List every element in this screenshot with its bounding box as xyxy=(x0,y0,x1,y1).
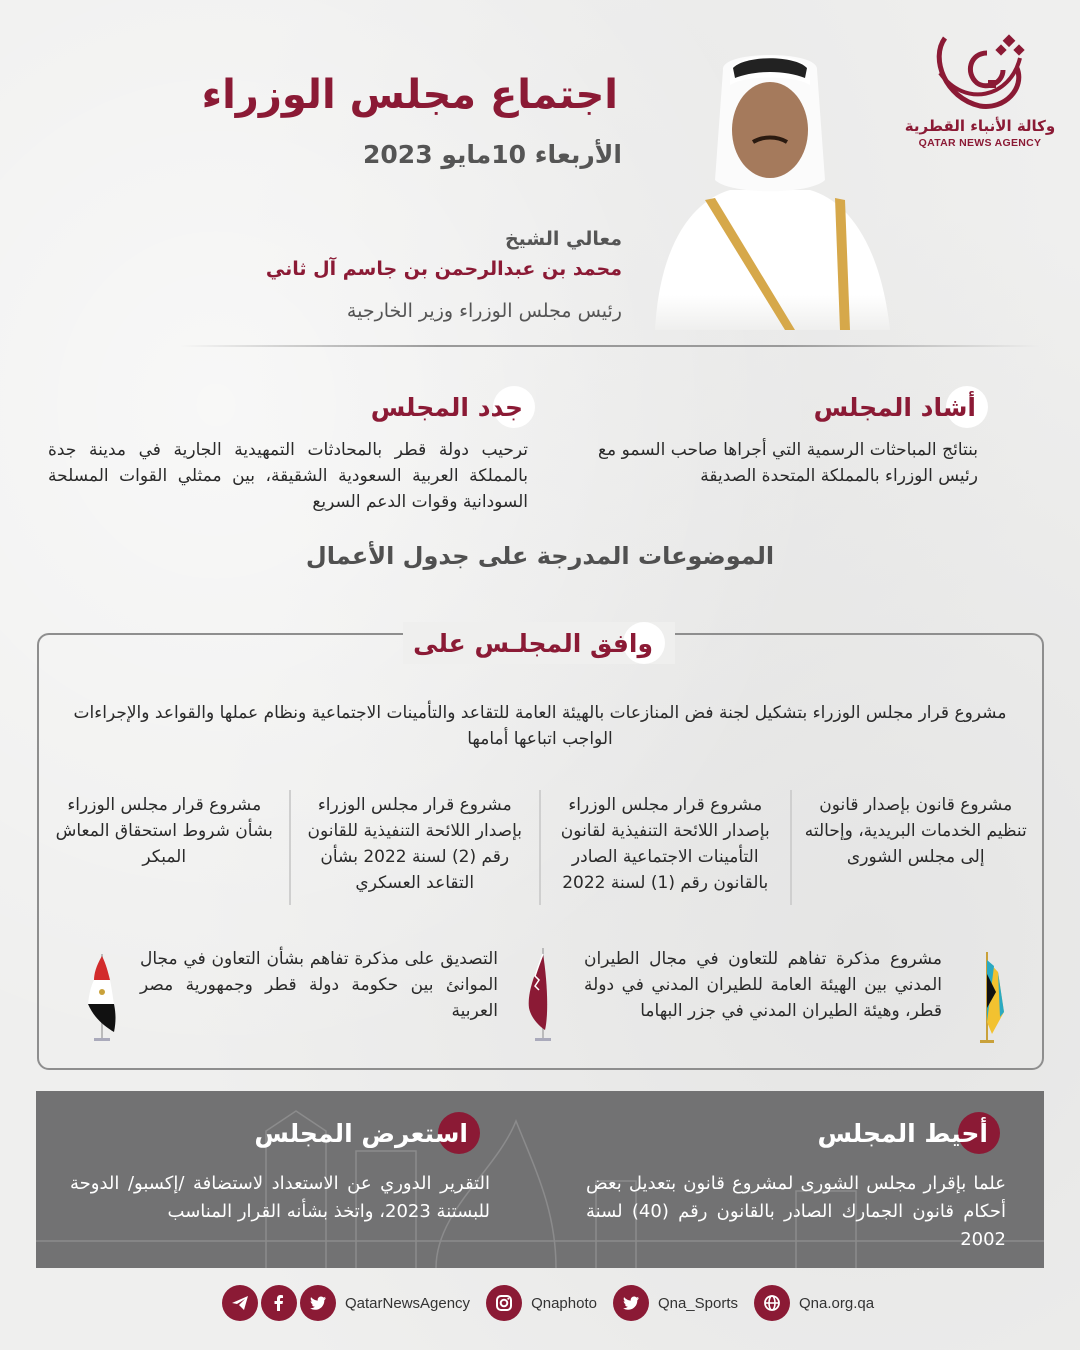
agenda-title: الموضوعات المدرجة على جدول الأعمال xyxy=(305,542,775,570)
informed-text: علما بإقرار مجلس الشورى لمشروع قانون بتعديل بعض أحكام قانون الجمارك الصادر بالقانون رقم (40) لسنة 2002 xyxy=(586,1173,1006,1250)
social-footer xyxy=(222,1284,890,1322)
twitter-icon[interactable] xyxy=(613,1285,649,1321)
renewed-heading-label: جدد المجلس xyxy=(370,392,523,422)
reviewed-text: التقرير الدوري عن الاستعداد لاستضافة /إكسبو/ الدوحة للبستنة 2023، واتخذ بشأنه القرار المناسب xyxy=(70,1173,490,1222)
person-name: محمد بن عبدالرحمن بن جاسم آل ثاني xyxy=(265,258,622,280)
handle-qnaphoto[interactable]: Qnaphoto xyxy=(531,1294,597,1312)
approved-item: مشروع قرار مجلس الوزراء بشأن شروط استحقاق المعاش المبكر xyxy=(40,790,291,905)
portrait-photo xyxy=(635,30,905,330)
meeting-date: الأربعاء 10مايو 2023 xyxy=(363,140,622,169)
mou-bahamas-text: مشروع مذكرة تفاهم للتعاون في مجال الطيران المدني بين الهيئة العامة للطيران المدني في دولة قطر، وهيئة الطيران المدني في جزر البهاما xyxy=(584,949,942,1021)
approved-heading-label: وافق المجلـس على xyxy=(413,628,653,658)
approved-item: مشروع قرار مجلس الوزراء بإصدار اللائحة التنفيذية لقانون التأمينات الاجتماعية الصادر بالقانون رقم (1) لسنة 2022 xyxy=(541,790,792,905)
praised-heading-label: أشاد المجلس xyxy=(813,392,976,422)
globe-icon[interactable] xyxy=(754,1285,790,1321)
reviewed-heading xyxy=(254,1112,480,1154)
handle-qatarnewsagency[interactable]: QatarNewsAgency xyxy=(345,1294,471,1312)
qatar-flag-icon xyxy=(515,948,565,1048)
approved-item: مشروع قرار مجلس الوزراء بإصدار اللائحة التنفيذية للقانون رقم (2) لسنة 2022 بشأن التقاعد العسكري xyxy=(291,790,542,905)
praised-heading xyxy=(814,386,988,428)
facebook-icon[interactable] xyxy=(261,1285,297,1321)
reviewed-heading-label: استعرض المجلس xyxy=(254,1118,468,1148)
mou-egypt-text: التصديق على مذكرة تفاهم بشأن التعاون في مجال الموانئ بين حكومة دولة قطر وجمهورية مصر العربية xyxy=(140,949,498,1021)
bahamas-flag-icon xyxy=(970,952,1020,1052)
qna-emblem-icon xyxy=(925,28,1035,113)
person-role: رئيس مجلس الوزراء وزير الخارجية xyxy=(346,300,622,322)
informed-heading xyxy=(817,1112,1000,1154)
egypt-flag-icon xyxy=(80,948,130,1048)
approved-lead-item: مشروع قرار مجلس الوزراء بتشكيل لجنة فض المنازعات بالهيئة العامة للتقاعد والتأمينات الاجتماعية ونظام عملها والقواعد والإجراءات الواجب اتباعها أمامها xyxy=(73,703,1007,749)
approved-heading xyxy=(403,622,675,664)
approved-item: مشروع قانون بإصدار قانون تنظيم الخدمات البريدية، وإحالته إلى مجلس الشورى xyxy=(804,795,1027,867)
logo-arabic-text: وكالة الأنباء القطرية xyxy=(904,117,1056,135)
header-divider xyxy=(180,345,1040,347)
renewed-text: ترحيب دولة قطر بالمحادثات التمهيدية الجارية في مدينة جدة بالمملكة العربية السعودية الشقيقة، بين ممثلي القوات المسلحة السودانية وقوات الدعم السريع xyxy=(48,440,528,512)
instagram-icon[interactable] xyxy=(486,1285,522,1321)
approved-items-row xyxy=(40,790,1040,905)
logo-english-text: QATAR NEWS AGENCY xyxy=(918,137,1042,149)
twitter-icon[interactable] xyxy=(300,1285,336,1321)
renewed-heading xyxy=(371,386,535,428)
handle-qna-sports[interactable]: Qna_Sports xyxy=(657,1294,738,1312)
telegram-icon[interactable] xyxy=(222,1285,258,1321)
qna-logo xyxy=(900,28,1060,163)
honorific: معالي الشيخ xyxy=(504,228,622,250)
praised-text: بنتائج المباحثات الرسمية التي أجراها صاحب السمو مع رئيس الوزراء بالمملكة المتحدة الصديقة xyxy=(598,440,978,486)
informed-heading-label: أحيط المجلس xyxy=(817,1118,988,1148)
handle-website[interactable]: Qna.org.qa xyxy=(799,1294,875,1312)
page-title: اجتماع مجلس الوزراء xyxy=(201,72,618,118)
